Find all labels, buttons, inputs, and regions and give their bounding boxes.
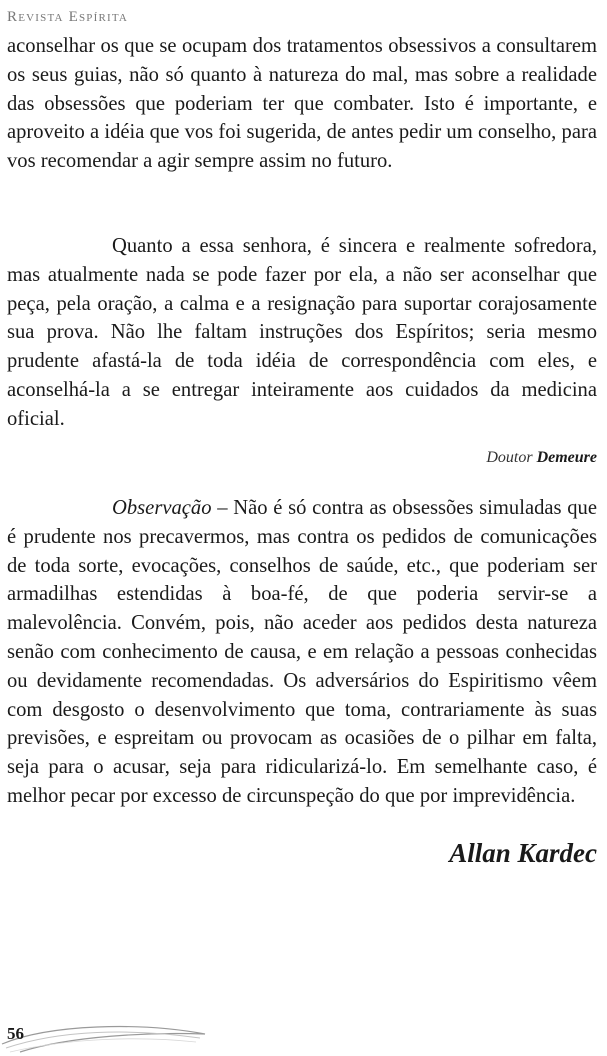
author-signature: Allan Kardec bbox=[449, 838, 597, 868]
paragraph-observation bbox=[7, 494, 597, 811]
observation-text: – Não é só contra as obsessões simuladas que é prudente nos precavermos, mas contra os pedidos de comunicações de toda sorte, evocações, conselhos de saúde, etc., que poderiam ser armadilhas estendidas à boa-fé, de que poderia servir-se a malevolência. Convém, pois, não aceder aos pedidos desta natureza senão com conhecimento de causa, e em relação a pessoas conhecidas ou devidamente recomendadas. Os adversários do Espiritismo vêem com desgosto o desenvolvimento que toma, contrariamente às suas previsões, e espreitam ou provocam as ocasiões de o pilhar em falta, seja para o acusar, seja para ridicularizá-lo. Em semelhante caso, é melhor pecar por excesso de circunspeção do que por imprevidência. bbox=[7, 497, 597, 807]
doctor-signature bbox=[486, 449, 597, 467]
paragraph-continuation: aconselhar os que se ocupam dos tratamentos obsessivos a consultarem os seus guias, não só quanto à natureza do mal, mas sobre a realidade das obsessões que poderiam ter que combater. Isto é importante, e aproveito a idéia que vos foi sugerida, de antes pedir um conselho, para vos recomendar a agir sempre assim no futuro. bbox=[7, 35, 597, 173]
paragraph-spirit-message: Quanto a essa senhora, é sincera e realmente sofredora, mas atualmente nada se pode fazer por ela, a não ser aconselhar que peça, pela oração, a calma e a resignação para suportar corajosamente sua prova. Não lhe faltam instruções dos Espíritos; seria mesmo prudente afastá-la de toda idéia de correspondência com eles, e aconselhá-la a se entregar inteiramente aos cuidados da medicina oficial. bbox=[7, 235, 597, 430]
observation-label: Observação bbox=[112, 497, 212, 519]
doctor-signature-title: Doutor bbox=[486, 449, 533, 466]
doctor-signature-name: Demeure bbox=[536, 449, 597, 466]
page-number: 56 bbox=[7, 1024, 24, 1043]
footer-swoosh-decoration bbox=[0, 1014, 210, 1056]
running-head-title: Revista Espírita bbox=[7, 9, 129, 25]
